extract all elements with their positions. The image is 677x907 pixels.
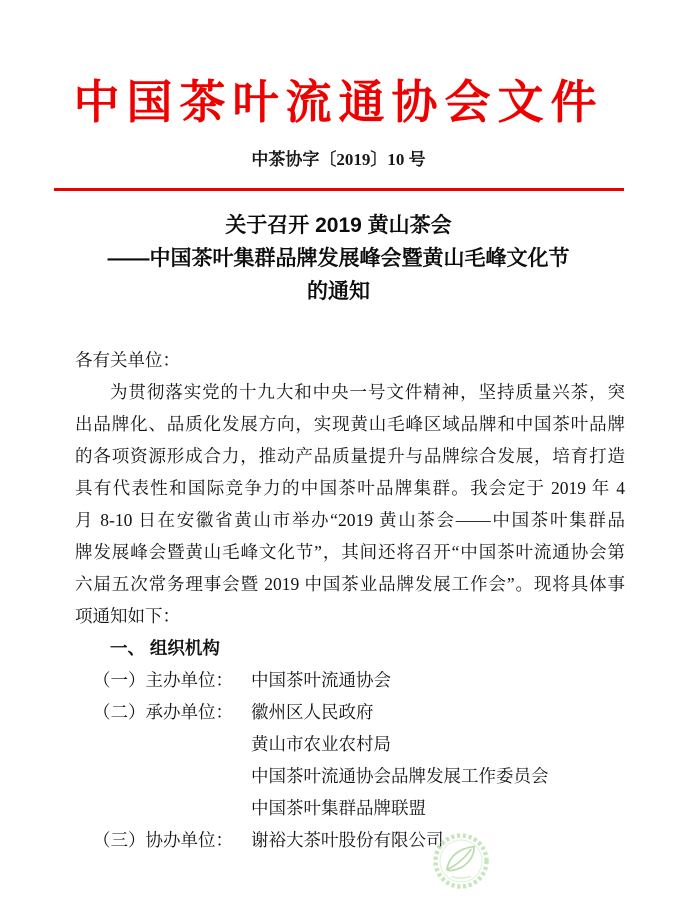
paragraph-line-5: 月 8-10 日在安徽省黄山市举办“2019 黄山茶会——中国茶叶集群品 <box>75 510 625 530</box>
org-item-host-value: 中国茶叶流通协会 <box>251 670 391 690</box>
issuing-org-title: 中国茶叶流通协会文件 <box>73 77 604 128</box>
org-item-coorganizer-label: （三）协办单位： <box>93 830 233 850</box>
paragraph-line-7: 六届五次常务理事会暨 2019 中国茶业品牌发展工作会”。现将具体事 <box>75 574 625 594</box>
paragraph-line-3: 的各项资源形成合力，推动产品质量提升与品牌综合发展，培育打造 <box>75 446 625 466</box>
org-item-organizer-value-2: 黄山市农业农村局 <box>251 734 391 754</box>
org-item-host <box>75 664 625 696</box>
org-item-coorganizer <box>75 824 625 856</box>
org-item-organizer-value-4: 中国茶叶集群品牌联盟 <box>251 798 426 818</box>
section-heading-organization: 一、 组织机构 <box>110 638 220 658</box>
salutation: 各有关单位： <box>75 350 180 370</box>
paragraph-line-2: 出品牌化、品质化发展方向，实现黄山毛峰区域品牌和中国茶叶品牌 <box>75 414 625 434</box>
document-title-line-2: ——中国茶叶集群品牌发展峰会暨黄山毛峰文化节 <box>107 247 570 270</box>
document-number: 中茶协字〔2019〕10 号 <box>251 150 426 169</box>
document-title-line-1: 关于召开 2019 黄山茶会 <box>225 214 452 237</box>
org-item-organizer-values <box>251 696 625 824</box>
org-item-organizer-label: （二）承办单位： <box>93 702 233 722</box>
org-item-organizer-value-1: 徽州区人民政府 <box>251 702 374 722</box>
org-item-organizer <box>75 696 625 824</box>
document-title <box>0 209 677 308</box>
org-item-host-label: （一）主办单位： <box>93 670 233 690</box>
paragraph-line-1: 为贯彻落实党的十九大和中央一号文件精神，坚持质量兴茶，突 <box>110 382 625 402</box>
header-divider-rule <box>54 188 624 191</box>
document-title-line-3: 的通知 <box>307 280 370 303</box>
paragraph-line-6: 牌发展峰会暨黄山毛峰文化节”，其间还将召开“中国茶叶流通协会第 <box>75 542 625 562</box>
org-item-coorganizer-values <box>251 824 625 856</box>
org-item-organizer-value-3: 中国茶叶流通协会品牌发展工作委员会 <box>251 766 549 786</box>
org-item-host-values <box>251 664 625 696</box>
document-body <box>75 344 625 856</box>
org-item-coorganizer-value: 谢裕大茶叶股份有限公司 <box>251 830 444 850</box>
paragraph-line-8: 项通知如下： <box>75 606 180 626</box>
paragraph-line-4: 具有代表性和国际竞争力的中国茶叶品牌集群。我会定于 2019 年 4 <box>75 478 625 498</box>
